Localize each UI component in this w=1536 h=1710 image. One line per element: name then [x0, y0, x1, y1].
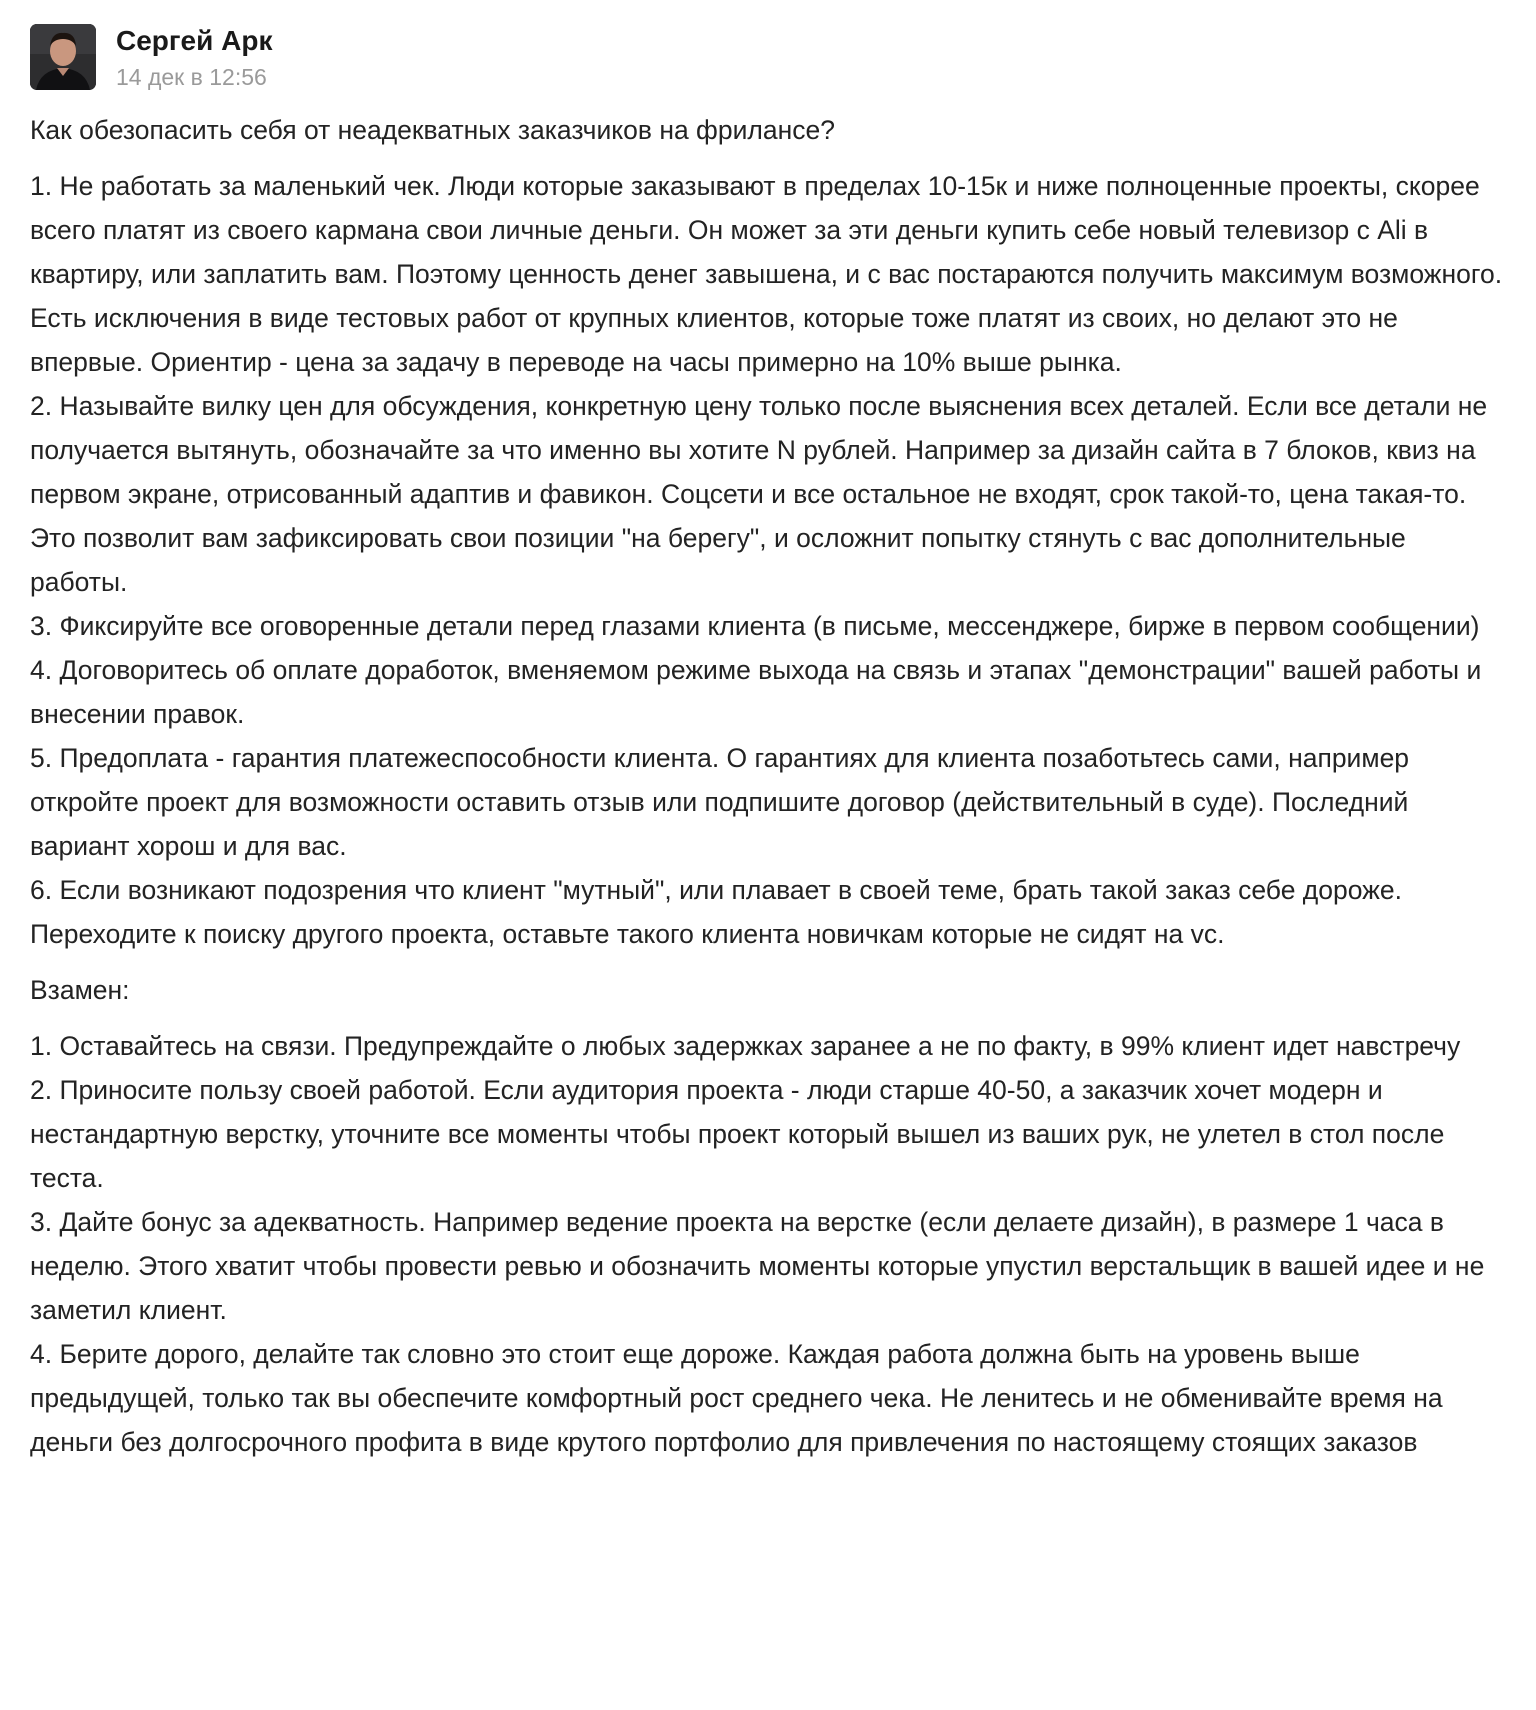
list-item: 5. Предоплата - гарантия платежеспособности клиента. О гарантиях для клиента позаботьтесь сами, например откройте проект для возможности оставить отзыв или подпишите договор (действительный в суде). Последний вариант хорош и для вас. [30, 743, 1410, 861]
author-name[interactable]: Сергей Арк [116, 25, 273, 56]
list-item: 2. Называйте вилку цен для обсуждения, конкретную цену только после выяснения всех деталей. Если все детали не получается вытянуть, обозначайте за что именно вы хотите N рублей. Например за дизайн сайта в 7 блоков, квиз на первом экране, отрисованный адаптив и фавикон. Соцсети и все остальное не входят, срок такой-то, цена такая-то. Это позволит вам зафиксировать свои позиции "на берегу", и осложнит попытку стянуть с вас дополнительные работы. [30, 391, 1488, 597]
list-item: 3. Дайте бонус за адекватность. Например ведение проекта на верстке (если делаете дизайн), в размере 1 часа в неделю. Этого хватит чтобы провести ревью и обозначить моменты которые упустил верстальщик в вашей идее и не заметил клиент. [30, 1207, 1485, 1325]
in-return-list [30, 1024, 1510, 1464]
post-card [30, 24, 1510, 1476]
list-item: 2. Приносите пользу своей работой. Если аудитория проекта - люди старше 40-50, а заказчик хочет модерн и нестандартную верстку, уточните все моменты чтобы проект который вышел из ваших рук, не улетел в стол после теста. [30, 1075, 1445, 1193]
list-item: 6. Если возникают подозрения что клиент "мутный", или плавает в своей теме, брать такой заказ себе дороже. Переходите к поиску другого проекта, оставьте такого клиента новичкам которые не сидят на vc. [30, 875, 1402, 949]
author-avatar[interactable] [30, 24, 96, 90]
post-header [30, 24, 1510, 90]
list-item: 4. Берите дорого, делайте так словно это стоит еще дороже. Каждая работа должна быть на уровень выше предыдущей, только так вы обеспечите комфортный рост среднего чека. Не ленитесь и не обменивайте время на деньги без долгосрочного профита в виде крутого портфолио для привлечения по настоящему стоящих заказов [30, 1339, 1443, 1457]
list-item: 4. Договоритесь об оплате доработок, вменяемом режиме выхода на связь и этапах "демонстрации" вашей работы и внесении правок. [30, 655, 1482, 729]
list-item: 3. Фиксируйте все оговоренные детали перед глазами клиента (в письме, мессенджере, бирже в первом сообщении) [30, 611, 1480, 641]
list-item: 1. Не работать за маленький чек. Люди которые заказывают в пределах 10-15к и ниже полноценные проекты, скорее всего платят из своего кармана свои личные деньги. Он может за эти деньги купить себе новый телевизор с Ali в квартиру, или заплатить вам. Поэтому ценность денег завышена, и с вас постараются получить максимум возможного. Есть исключения в виде тестовых работ от крупных клиентов, которые тоже платят из своих, но делают это не впервые. Ориентир - цена за задачу в переводе на часы примерно на 10% выше рынка. [30, 171, 1503, 377]
post-middle: Взамен: [30, 975, 130, 1005]
author-info [116, 24, 272, 92]
post-intro: Как обезопасить себя от неадекватных заказчиков на фрилансе? [30, 115, 835, 145]
post-date[interactable]: 14 дек в 12:56 [116, 64, 267, 90]
list-item: 1. Оставайтесь на связи. Предупреждайте о любых задержках заранее а не по факту, в 99% клиент идет навстречу [30, 1031, 1461, 1061]
post-body [30, 108, 1510, 1464]
protection-list [30, 164, 1510, 956]
user-avatar-photo-icon [30, 24, 96, 90]
